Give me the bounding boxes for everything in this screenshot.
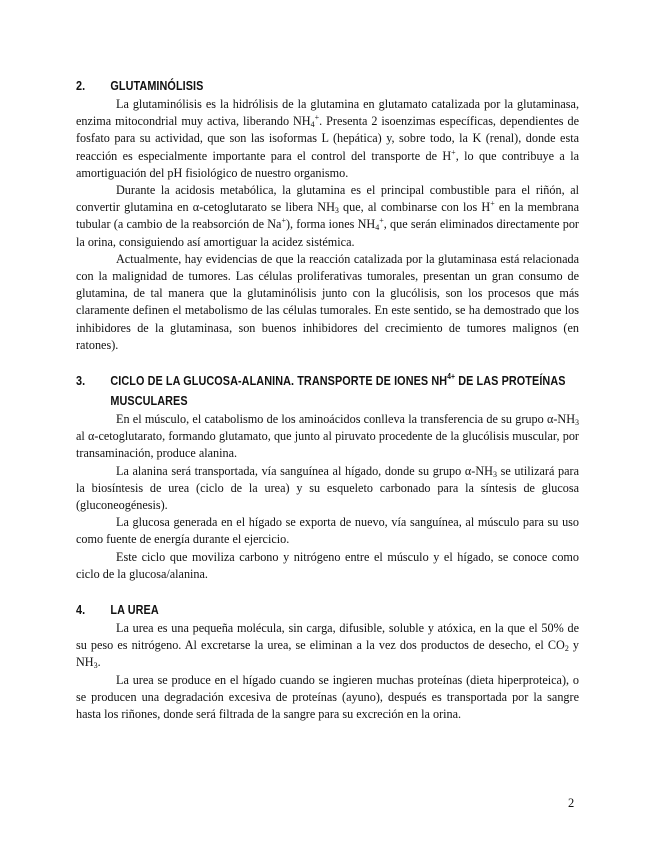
section-number: 3. — [76, 374, 86, 389]
section-title: CICLO DE LA GLUCOSA-ALANINA. TRANSPORTE DE IONES $NH^{4+}$ DE LAS PROTEÍNAS MUSCULARES — [110, 372, 566, 409]
section-number: 4. — [76, 603, 86, 618]
section-number: 2. — [76, 79, 86, 93]
paragraph: La alanina será transportada, vía sanguínea al hígado, donde su grupo $\alpha-NH_3$ se utilizará para la biosíntesis de urea (ciclo de la urea) y su esqueleto carbonado para la síntesis de glucosa (gluconeogénesis). — [76, 463, 579, 513]
section-heading — [76, 76, 578, 96]
section-heading — [76, 371, 578, 411]
paragraph: La glucosa generada en el hígado se exporta de nuevo, vía sanguínea, al músculo para su uso como fuente de energía durante el ejercicio. — [76, 515, 579, 547]
paragraph: En el músculo, el catabolismo de los aminoácidos conlleva la transferencia de su grupo $\alpha-NH_3$ al α-cetoglutarato, formando glutamato, que junto al piruvato procedente de la glucólisis muscular, por transaminación, produce alanina. — [76, 412, 579, 461]
paragraph: Actualmente, hay evidencias de que la reacción catalizada por la glutaminasa está relacionada con la malignidad de tumores. Las células proliferativas tumorales, presentan un gran consumo de glutamina, de tal manera que la glutaminólisis junto con la glucólisis, son los procesos que más claramente definen el metabolismo de las células tumorales. En este sentido, se ha demostrado que los inhibidores de la glutaminasa, son buenos inhibidores del crecimiento de tumores malignos (en ratones). — [76, 251, 579, 352]
paragraph: La urea se produce en el hígado cuando se ingieren muchas proteínas (dieta hiperproteica), o se producen una degradación excesiva de proteínas (ayuno), después es transportada por la sangre hasta los riñones, donde será filtrada de la sangre para su excreción en la orina. — [76, 672, 579, 722]
page-content — [76, 76, 579, 723]
paragraph: La urea es una pequeña molécula, sin carga, difusible, soluble y atóxica, en la que el 50% de su peso es nitrógeno. Al excretarse la urea, se eliminan a la vez dos productos de desecho, el $CO_2$ y $NH_3$. — [76, 621, 579, 671]
section-title: LA UREA — [110, 603, 159, 618]
paragraph: Durante la acidosis metabólica, la glutamina es el principal combustible para el riñón, al convertir glutamina en α-cetoglutarato se libera $NH_3$ que, al combinarse con los H+ en la membrana tubular (a cambio de la reabsorción de Na+), forma iones $NH_4^+$, que serán eliminados directamente por la orina, consiguiendo así amortiguar la acidez sistémica. — [76, 183, 579, 249]
paragraph: La glutaminólisis es la hidrólisis de la glutamina en glutamato catalizada por la glutaminasa, enzima mitocondrial muy activa, liberando $NH_4^+$. Presenta 2 isoenzimas específicas, dependientes de fosfato para su actividad, que son las isoformas L (hepática) y, sobre todo, la K (renal), donde esta reacción es especialmente importante para el control del transporte de H+, lo que contribuye a la amortiguación del pH fisiológico de nuestro organismo. — [76, 97, 579, 180]
section-heading — [76, 600, 578, 620]
paragraph: Este ciclo que moviliza carbono y nitrógeno entre el músculo y el hígado, se conoce como ciclo de la glucosa/alanina. — [76, 549, 579, 581]
page-number: 2 — [568, 796, 575, 810]
section-title: GLUTAMINÓLISIS — [110, 79, 204, 93]
